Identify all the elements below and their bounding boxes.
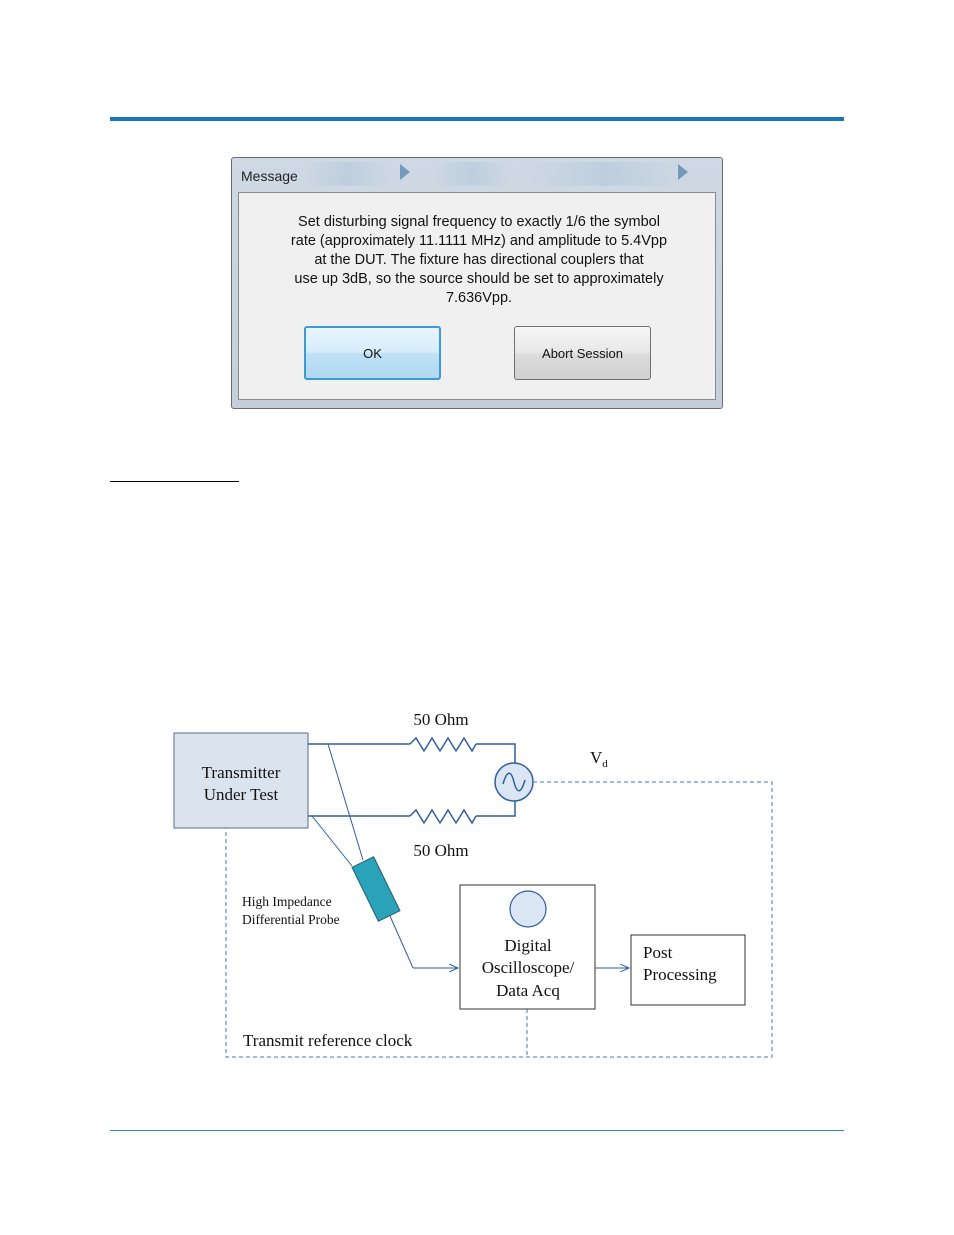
top-resistor xyxy=(410,738,476,751)
resistor-top-label: 50 Ohm xyxy=(413,710,469,729)
probe-label: High Impedance xyxy=(242,894,332,909)
titlebar-glass-decoration xyxy=(302,162,392,186)
transmitter-label: Under Test xyxy=(203,785,279,804)
top-wire xyxy=(476,744,515,763)
dialog-message xyxy=(259,213,699,308)
footer-rule xyxy=(110,1130,844,1131)
message-line: at the DUT. The fixture has directional couplers that xyxy=(314,252,644,268)
clock-label: Transmit reference clock xyxy=(243,1031,413,1050)
message-dialog xyxy=(231,157,723,409)
source-label: $V_d$ xyxy=(590,748,608,770)
dialog-titlebar[interactable] xyxy=(232,158,722,192)
titlebar-glass-decoration xyxy=(432,162,512,186)
abort-session-button[interactable]: Abort Session xyxy=(514,326,651,380)
message-line: 7.636Vpp. xyxy=(445,290,513,306)
dialog-body xyxy=(238,192,716,400)
post-label: Processing xyxy=(643,965,717,984)
resistor-bottom-label: 50 Ohm xyxy=(413,841,469,860)
scope-label: Oscilloscope/ xyxy=(481,958,575,977)
message-line: rate (approximately 11.1111 MHz) and amplitude to 5.4Vpp xyxy=(290,233,668,249)
ok-button[interactable]: OK xyxy=(304,326,441,380)
probe-label: Differential Probe xyxy=(242,912,340,927)
scope-display-icon xyxy=(510,891,546,927)
differential-probe xyxy=(352,857,400,921)
titlebar-glass-decoration xyxy=(522,162,692,186)
message-line: use up 3dB, so the source should be set to approximately xyxy=(294,271,664,287)
header-rule xyxy=(110,117,844,121)
titlebar-arrow-icon xyxy=(400,164,410,180)
section-underline xyxy=(110,481,239,482)
bottom-resistor xyxy=(410,810,476,823)
dialog-title: Message xyxy=(241,168,298,184)
probe-output-lead xyxy=(390,916,413,968)
transmitter-label: Transmitter xyxy=(201,763,281,782)
scope-label: Digital xyxy=(504,936,552,955)
post-label: Post xyxy=(643,943,673,962)
titlebar-arrow-icon xyxy=(678,164,688,180)
probe-lead xyxy=(312,816,352,866)
scope-label: Data Acq xyxy=(496,981,560,1000)
bottom-wire xyxy=(476,801,515,816)
message-line: Set disturbing signal frequency to exactly 1/6 the symbol xyxy=(298,214,660,230)
